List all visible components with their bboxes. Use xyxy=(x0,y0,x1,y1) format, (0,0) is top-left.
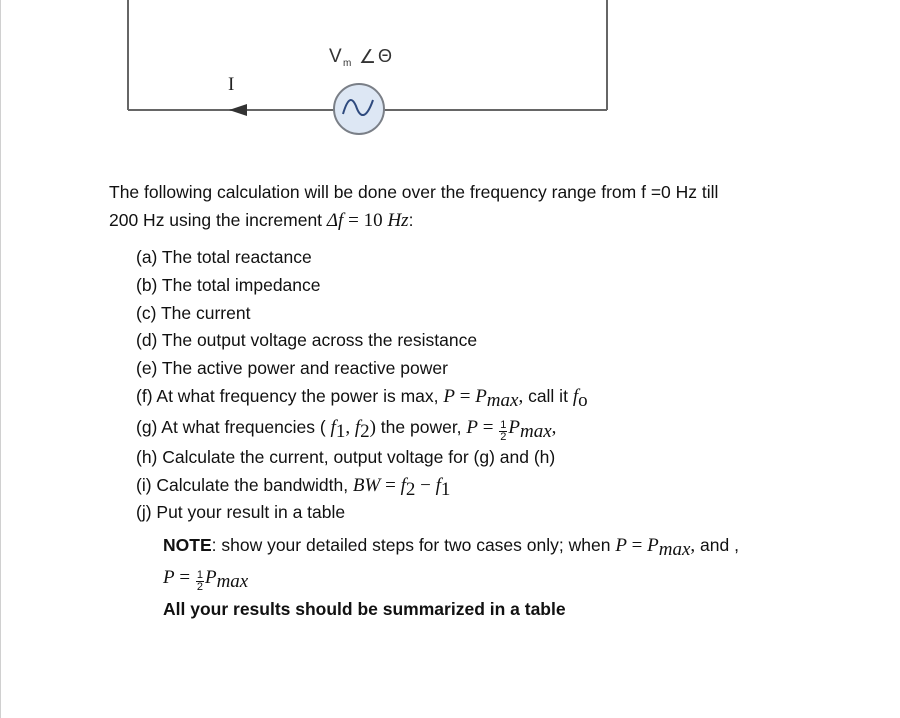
item-f-callit: call it xyxy=(523,385,573,406)
note-line2-eq: = xyxy=(174,567,195,588)
note-max-sub: max xyxy=(658,539,691,560)
item-i-eq: = xyxy=(380,474,401,496)
note-line-2 xyxy=(163,559,739,595)
summary-line: All your results should be summarized in a table xyxy=(163,599,566,619)
item-i-minus: − xyxy=(415,474,436,496)
note-Pmax: P xyxy=(647,535,659,556)
list-item-j: (j) Put your result in a table xyxy=(136,502,346,523)
item-g-f2: f xyxy=(354,416,361,438)
item-g-thepower: the power, xyxy=(375,416,467,437)
list-item-d: (d) The output voltage across the resistance xyxy=(136,330,478,351)
list-item-f xyxy=(136,383,588,411)
item-f-comma: , xyxy=(518,385,524,407)
item-g-f1: f xyxy=(330,416,336,438)
item-g-Pmax: P xyxy=(508,416,520,438)
equals-sign: = xyxy=(343,210,364,231)
intro-line-2 xyxy=(109,206,829,235)
note-den: 2 xyxy=(196,581,203,593)
list-item-i xyxy=(136,472,588,500)
delta-f: Δf xyxy=(326,210,344,231)
note-label: NOTE xyxy=(163,535,212,555)
item-g-num: 1 xyxy=(500,418,507,431)
item-f-P: P xyxy=(443,385,455,407)
item-g-sub1: 1 xyxy=(335,420,346,442)
angle-symbol: ∠ xyxy=(359,47,377,68)
note-eq: = xyxy=(626,535,648,556)
item-f-fo: f xyxy=(572,385,579,407)
item-g-den: 2 xyxy=(500,430,507,443)
item-f-fo-sub: o xyxy=(578,389,588,411)
list-item-a: (a) The total reactance xyxy=(136,247,312,267)
note-fraction xyxy=(196,570,204,593)
intro-line-1: The following calculation will be done over the frequency range from f =0 Hz till xyxy=(109,182,719,202)
item-g-fraction xyxy=(499,420,507,443)
list-item-g xyxy=(136,411,588,444)
task-list xyxy=(136,244,588,527)
increment-unit: Hz xyxy=(387,210,409,231)
note-text: : show your detailed steps for two cases only; when xyxy=(211,535,616,555)
phase-symbol: Θ xyxy=(378,46,393,66)
item-f-text: (f) At what frequency the power is max, xyxy=(136,385,444,406)
item-g-max-sub: max xyxy=(519,420,552,442)
note-P: P xyxy=(615,535,627,556)
item-i-BW: BW xyxy=(352,474,381,496)
note-and: and , xyxy=(695,535,739,555)
intro-line-2-text: 200 Hz using the increment xyxy=(109,210,327,230)
intro-paragraph xyxy=(109,178,829,235)
item-i-sub2: 2 xyxy=(405,478,416,500)
item-f-Pmax: P xyxy=(475,385,487,407)
list-item-b: (b) The total impedance xyxy=(136,274,321,295)
list-item-c: (c) The current xyxy=(136,302,251,323)
note-comma: , xyxy=(690,535,696,556)
current-label: I xyxy=(228,74,235,95)
note-num: 1 xyxy=(196,569,203,581)
source-voltage-subscript: m xyxy=(343,58,352,69)
item-g-P: P xyxy=(466,416,479,438)
note-block xyxy=(163,531,739,623)
current-direction-arrow xyxy=(229,104,247,116)
increment-value: 10 xyxy=(363,210,383,231)
item-g-trail: , xyxy=(551,416,557,438)
note-line-1 xyxy=(163,531,739,559)
item-g-eq: = xyxy=(478,416,499,438)
list-item-h: (h) Calculate the current, output voltage for (g) and (h) xyxy=(136,446,556,467)
item-g-text: (g) At what frequencies ( xyxy=(136,416,331,437)
item-i-text: (i) Calculate the bandwidth, xyxy=(136,474,353,495)
item-g-close: ) xyxy=(369,416,376,438)
item-g-sub2: 2 xyxy=(360,420,370,442)
note-line2-P: P xyxy=(163,567,175,588)
intro-colon: : xyxy=(408,210,414,230)
list-item-e: (e) The active power and reactive power xyxy=(136,358,448,379)
source-voltage-label: V xyxy=(329,46,342,67)
item-f-max-sub: max xyxy=(486,389,519,411)
item-i-f1: f xyxy=(435,474,441,496)
item-g-comma: , xyxy=(345,416,355,438)
note-line2-max-sub: max xyxy=(216,571,249,592)
ac-voltage-source-icon xyxy=(334,84,384,134)
item-i-sub1: 1 xyxy=(440,478,451,500)
circuit-diagram xyxy=(0,0,900,170)
item-i-f2: f xyxy=(400,474,406,496)
item-f-eq: = xyxy=(454,385,476,407)
note-line2-Pmax: P xyxy=(204,567,217,588)
